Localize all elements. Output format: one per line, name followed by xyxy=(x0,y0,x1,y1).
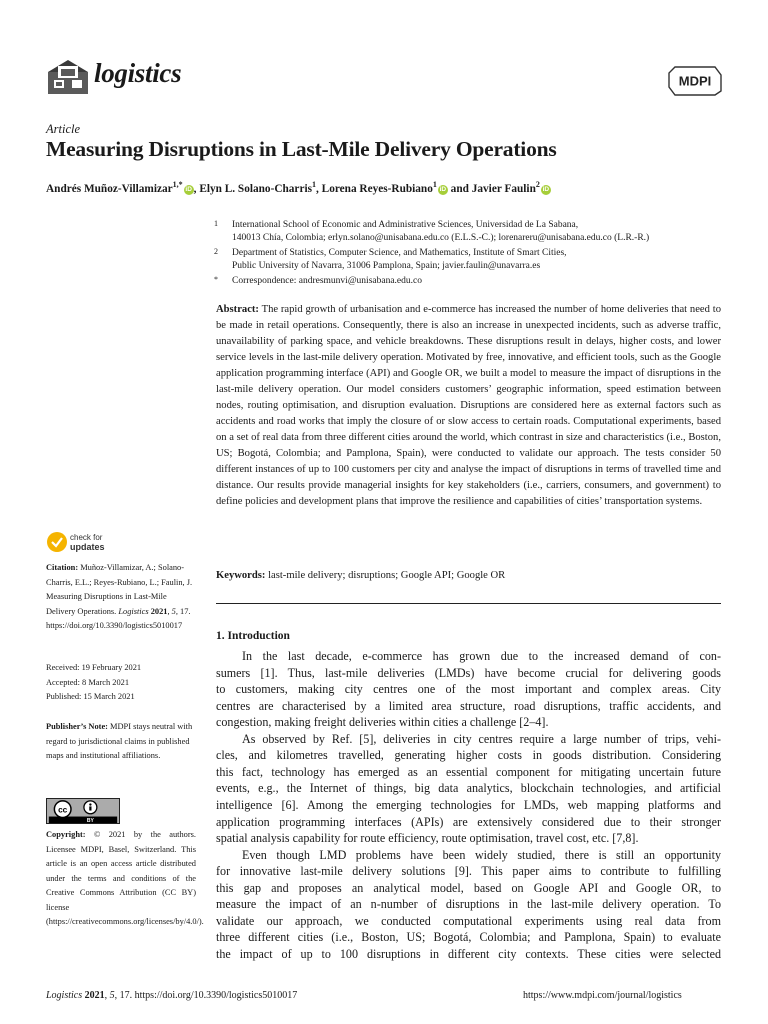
journal-logo-icon xyxy=(46,56,90,96)
by-badge-text: BY xyxy=(86,818,94,824)
article-title: Measuring Disruptions in Last-Mile Delivery Operations xyxy=(46,137,557,161)
dates-block xyxy=(46,661,196,705)
footer-journal: Logistics xyxy=(46,990,83,1001)
abstract-text: The rapid growth of urbanisation and e-commerce has increased the number of home deliveries that need to be made in retail operations. Consequently, there is also an increase in unexpected incidents, such as adverse traffic, unavailability of parking space, and vehicle breakdowns. These disruptions result in delays, higher costs, and lower service levels in the last-mile delivery operation. Motivated by free, innovative, and efficient tools, such as the Google application programming interface (API) and Google OR, we built a model to measure the impact of disruptions in the last-mile delivery operation. Our model considers customers’ geographic information, speed estimation between nodes, routing optimisation, and disruption evaluation. Disruptions are considered here as external factors such as accidents and road works that imply the closure of or slow access to certain roads. Computational experiments, based on a set of real data from three different cities around the world, which contrast in size and characteristics (i.e., Boston, US; Bogotá, Colombia; and Pamplona, Spain), were conducted to validate our approach. The tests consider 50 different instances of up to 100 customers per city and analyse the impact of disruptions in terms of travelled time and distance. Our results provide managerial insights for key stakeholders (i.e., carriers, consumers, and government) to define policies and development plans that improve the resilience and capabilities of cities’ transportation systems. xyxy=(216,304,721,507)
paragraph-line: congestion, making freight deliveries within cities a challenge [2–4]. xyxy=(216,715,549,730)
check-updates-line1: check for xyxy=(70,533,103,542)
citation-label: Citation: xyxy=(46,563,79,572)
footer-year: 2021 xyxy=(84,990,105,1001)
author-name: Javier Faulin xyxy=(471,182,536,195)
paragraph-line: application programming interfaces (APIs) are extensively considered due to their stronger xyxy=(216,814,721,829)
check-for-updates-icon[interactable] xyxy=(46,531,136,553)
journal-name: logistics xyxy=(94,58,182,88)
author-separator: , xyxy=(193,182,200,195)
paragraph-line: Even though LMD problems have been widely studied, there is still an opportunity xyxy=(242,847,721,862)
footer-volume: 5 xyxy=(109,990,115,1001)
paragraph-line: for innovative last-mile delivery solutions [9]. This paper aims to contribute to fulfilling xyxy=(216,864,721,879)
orcid-icon[interactable]: iD xyxy=(185,185,192,193)
affiliation-mark: * xyxy=(214,275,218,284)
accepted-date: Accepted: 8 March 2021 xyxy=(46,677,130,687)
affiliation-line: Correspondence: andresmunvi@unisabana.edu.co xyxy=(232,276,422,286)
paragraph-line: the impact of up to 100 disruptions in different city contexts. These cities were selected xyxy=(216,946,721,961)
author-name: Andrés Muñoz-Villamizar xyxy=(46,182,173,195)
orcid-icon[interactable]: iD xyxy=(542,185,550,193)
paragraph-line: this gap and proposes an analytical model, based on Google API and Google OR, to xyxy=(216,880,721,895)
citation-journal: Logistics xyxy=(118,606,149,616)
affiliation-line: Public University of Navarra, 31006 Pamplona, Spain; javier.faulin@unavarra.es xyxy=(232,260,541,271)
received-date: Received: 19 February 2021 xyxy=(46,663,142,672)
paragraph-line: centres are characterised by a limited area structure, road disruptions, traffic accidents, and xyxy=(216,698,721,713)
author-affiliation-mark: 1 xyxy=(312,180,316,189)
keywords xyxy=(216,570,505,581)
mdpi-logo-text: MDPI xyxy=(678,73,712,89)
author-name: Lorena Reyes-Rubiano xyxy=(321,182,433,195)
published-date: Published: 15 March 2021 xyxy=(46,692,135,701)
check-updates-line2: updates xyxy=(70,542,105,552)
mdpi-logo-icon xyxy=(667,63,723,99)
author-list xyxy=(46,180,551,195)
author-affiliation-mark: 1,* xyxy=(172,180,183,189)
article-type: Article xyxy=(46,122,81,136)
section-heading: 1. Introduction xyxy=(216,630,290,642)
copyright-label: Copyright: xyxy=(46,830,86,839)
citation-doi[interactable]: , 17. https://doi.org/10.3390/logistics5010017 xyxy=(46,606,191,630)
publisher-note-label: Publisher’s Note: xyxy=(46,722,108,731)
orcid-icon[interactable]: iD xyxy=(439,185,447,193)
copyright-text: © 2021 by the authors. Licensee MDPI, Basel, Switzerland. This article is an open access article distributed under the terms and conditions of the Creative Commons Attribution (CC BY) license (https://creativecommons.org/licenses/by/4.0/). xyxy=(46,830,204,926)
paragraph-line: cles, and kilometres travelled, generating higher costs in goods distribution. Considering xyxy=(216,748,721,763)
section-divider xyxy=(216,603,721,604)
cc-by-license-icon[interactable] xyxy=(46,798,120,824)
footer-citation: Logistics 2021, 5, 17. https://doi.org/10.3390/logistics5010017 xyxy=(46,990,298,1001)
author-affiliation-mark: 1 xyxy=(432,180,437,189)
affiliation-mark: 1 xyxy=(214,219,218,228)
paragraph-line: this fact, technology has emerged as an essential component for mitigating uncertain future xyxy=(216,764,721,779)
footer-journal-url[interactable]: https://www.mdpi.com/journal/logistics xyxy=(523,990,682,1001)
affiliation-mark: 2 xyxy=(214,247,218,256)
citation-block: Citation: Muñoz-Villamizar, A.; Solano-Charris, E.L.; Reyes-Rubiano, L.; Faulin, J. Measuring Disruptions in Last-Mile Delivery Operations. Logistics 2021, 5, 17. https://doi.org/10.3390/logistics5010017 xyxy=(46,563,193,630)
citation-year: 2021 xyxy=(150,606,168,616)
author-separator: and xyxy=(447,182,472,195)
paragraph-line: to customers, making city centres one of the most important and complex areas. City xyxy=(216,682,721,697)
author-name: Elyn L. Solano-Charris xyxy=(199,182,312,195)
author-separator: , xyxy=(316,182,322,195)
paragraph-line: events, e.g., the Internet of things, big data analytics, blockchain technologies, and artificial xyxy=(216,781,721,796)
footer-doi[interactable]: , 17. https://doi.org/10.3390/logistics5010017 xyxy=(114,990,298,1001)
citation-volume: 5 xyxy=(171,606,176,616)
affiliation-line: 140013 Chía, Colombia; erlyn.solano@unisabana.edu.co (E.L.S.-C.); lorenareru@unisabana.edu.co (L.R.-R.) xyxy=(232,232,650,243)
paragraph-line: intelligence [6]. Among the emerging technologies for LMDs, web mapping platforms and xyxy=(216,797,721,812)
paragraph-line: spatial analysis capability for route efficiency, route optimisation, travel cost, etc. [7,8]. xyxy=(216,831,639,846)
affiliation-line: International School of Economic and Administrative Sciences, Universidad de La Sabana, xyxy=(232,220,579,230)
paragraph-line: three different cities (i.e., Boston, US; Bogotá, Colombia; and Pamplona, Spain) to evaluate xyxy=(216,930,721,945)
paragraph-line: In the last decade, e-commerce has grown due to the increased demand of con- xyxy=(242,649,721,663)
affiliation-line: Department of Statistics, Computer Science, and Mathematics, Institute of Smart Cities, xyxy=(232,248,567,258)
paragraph-line: As observed by Ref. [5], deliveries in city centres require a large number of trips, vehi- xyxy=(242,731,721,746)
cc-badge-text: cc xyxy=(58,804,68,815)
abstract xyxy=(216,302,721,510)
citation-text: Muñoz-Villamizar, A.; Solano-Charris, E.L.; Reyes-Rubiano, L.; Faulin, J. Measuring Disruptions in Last-Mile Delivery Operations. xyxy=(46,563,193,616)
publisher-note xyxy=(46,720,196,764)
paragraph-line: validate our approach, we conducted computational experiments using real data from xyxy=(216,913,721,928)
keywords-label: Keywords: xyxy=(216,570,266,581)
keywords-text: last-mile delivery; disruptions; Google API; Google OR xyxy=(268,570,506,581)
publisher-note-text: MDPI stays neutral with regard to jurisdictional claims in published maps and institutional affiliations. xyxy=(46,722,193,760)
paragraph-line: measure the impact of an n-number of disruptions in the last-mile delivery operation. To xyxy=(216,897,721,912)
paragraph-line: sumers [1]. Thus, last-mile deliveries (LMDs) have become crucial for delivering goods xyxy=(216,665,721,680)
author-affiliation-mark: 2 xyxy=(535,180,540,189)
copyright-block xyxy=(46,828,204,930)
abstract-label: Abstract: xyxy=(216,304,259,315)
